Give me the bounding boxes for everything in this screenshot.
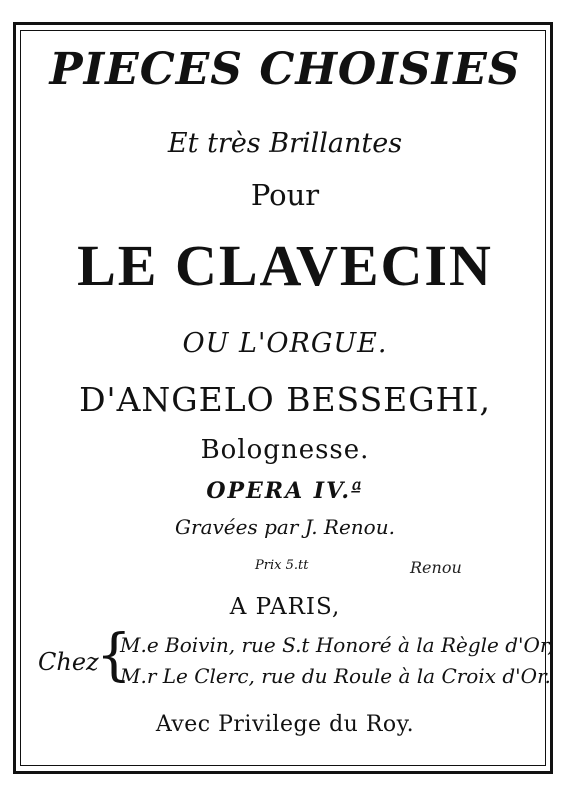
- composer-origin: Bolognesse.: [200, 435, 370, 465]
- seller-le-clerc: M.r Le Clerc, rue du Roule à la Croix d'Or.: [120, 664, 551, 688]
- royal-privilege: Avec Privilege du Roy.: [155, 712, 415, 737]
- alt-instrument: OU L'ORGUE.: [182, 328, 388, 359]
- seller-boivin: M.e Boivin, rue S.t Honoré à la Règle d'Or,: [120, 633, 554, 657]
- subtitle-tres-brillantes: Et très Brillantes: [167, 128, 403, 159]
- price-text: Prix 5.tt: [255, 558, 309, 573]
- engraver-credit: Gravées par J. Renou.: [175, 515, 395, 539]
- title-pieces-choisies: PIECES CHOISIES: [49, 44, 521, 95]
- opus-number: OPERA IV.ª: [206, 478, 364, 504]
- sellers-label: Chez: [38, 648, 99, 676]
- handwritten-signature: Renou: [410, 558, 462, 577]
- city-paris: A PARIS,: [229, 594, 341, 620]
- pour-text: Pour: [250, 178, 320, 212]
- composer-name: D'ANGELO BESSEGHI,: [79, 380, 491, 419]
- instrument-title: LE CLAVECIN: [77, 233, 493, 298]
- brace-glyph: {: [96, 623, 132, 688]
